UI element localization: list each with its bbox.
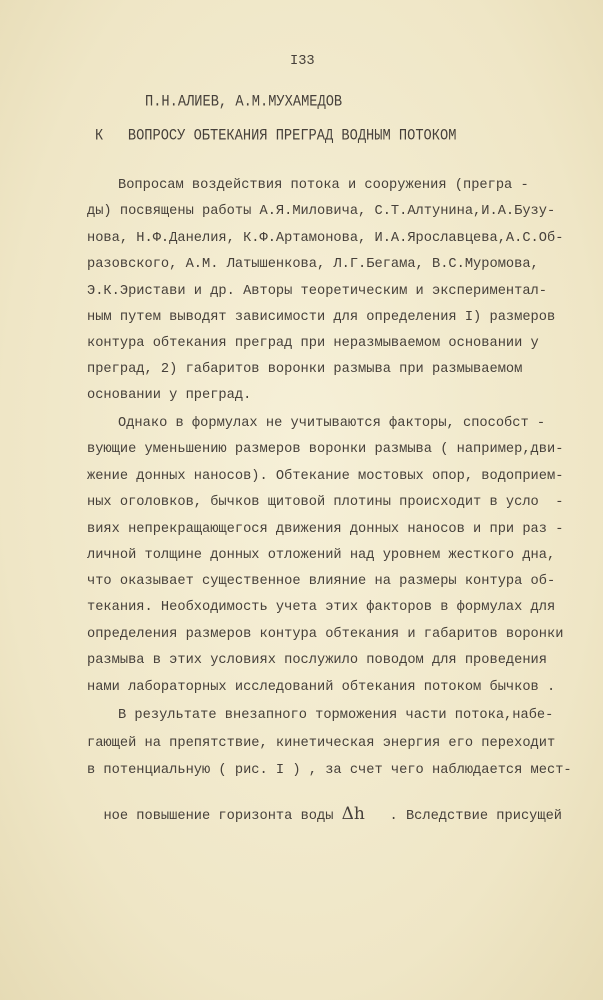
body-line: определения размеров контура обтекания и габаритов воронки (87, 627, 564, 642)
body-line: вующие уменьшению размеров воронки размыва ( например,дви- (87, 442, 564, 457)
text-after-symbol: . Вследствие присущей (364, 809, 563, 824)
body-line: В результате внезапного торможения части потока,набе- (118, 708, 554, 723)
page-number: I33 (290, 54, 315, 69)
body-line: жение донных наносов). Обтекание мостовых опор, водоприем- (87, 469, 564, 484)
delta-h-symbol: Δh (341, 804, 365, 824)
article-title: К ВОПРОСУ ОБТЕКАНИЯ ПРЕГРАД ВОДНЫМ ПОТОКОМ (95, 127, 457, 146)
body-line: гающей на препятствие, кинетическая энергия его переходит (87, 736, 556, 751)
text-before-symbol: ное повышение горизонта воды (103, 809, 342, 824)
body-line: контура обтекания преград при неразмываемом основании у (87, 336, 539, 351)
body-line: ды) посвящены работы А.Я.Миловича, С.Т.Алтунина,И.А.Бузу- (87, 204, 556, 219)
body-line: Вопросам воздействия потока и сооружения (прегра - (118, 178, 529, 193)
body-line: ных оголовков, бычков щитовой плотины происходит в усло - (87, 495, 564, 510)
body-line: Э.К.Эристави и др. Авторы теоретическим и экспериментал- (87, 284, 547, 299)
body-line: виях непрекращающегося движения донных наносов и при раз - (87, 522, 564, 537)
body-line: текания. Необходимость учета этих факторов в формулах для (87, 600, 556, 615)
body-line: в потенциальную ( рис. I ) , за счет чего наблюдается мест- (87, 763, 572, 778)
body-line: личной толщине донных отложений над уровнем жесткого дна, (87, 548, 556, 563)
body-line: нова, Н.Ф.Данелия, К.Ф.Артамонова, И.А.Ярославцева,А.С.Об- (87, 231, 564, 246)
body-line: основании у преград. (87, 388, 252, 403)
body-line: что оказывает существенное влияние на размеры контура об- (87, 574, 556, 589)
authors: П.Н.АЛИЕВ, А.М.МУХАМЕДОВ (145, 93, 343, 112)
body-line: ным путем выводят зависимости для определения I) размеров (87, 310, 556, 325)
body-line: размыва в этих условиях послужило поводом для проведения (87, 653, 547, 668)
body-line: Однако в формулах не учитываются факторы, способст - (118, 416, 546, 431)
body-line-last (87, 790, 562, 825)
body-line: разовского, А.М. Латышенкова, Л.Г.Бегама, В.С.Муромова, (87, 257, 539, 272)
body-line: преград, 2) габаритов воронки размыва при размываемом (87, 362, 523, 377)
body-line: нами лабораторных исследований обтекания потоком бычков . (87, 680, 556, 695)
